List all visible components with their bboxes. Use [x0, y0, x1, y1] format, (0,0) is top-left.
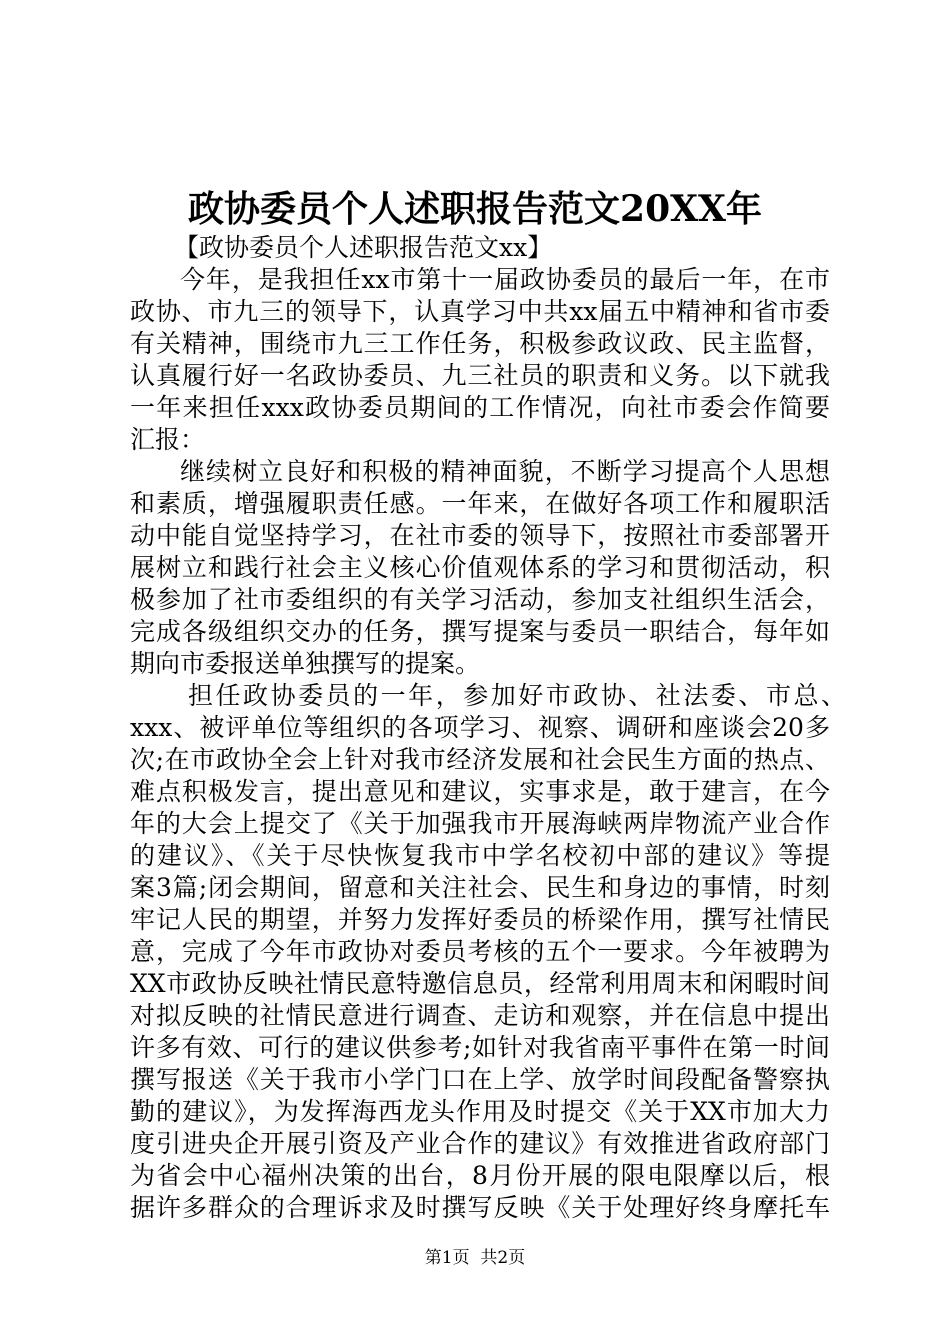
paragraph-line: 许多有效、可行的建议供参考;如针对我省南平事件在第一时间 — [130, 1033, 830, 1062]
paragraph-line: 年的大会上提交了《关于加强我市开展海峡两岸物流产业合作 — [130, 809, 830, 838]
paragraph-line: 继续树立良好和积极的精神面貌，不断学习提高个人思想 — [180, 457, 830, 486]
paragraph-line: 政协、市九三的领导下，认真学习中共xx届五中精神和省市委 — [130, 297, 830, 326]
paragraph-line: 和素质，增强履职责任感。一年来，在做好各项工作和履职活 — [130, 489, 830, 518]
paragraph-line: 案3篇;闭会期间，留意和关注社会、民生和身边的事情，时刻 — [130, 873, 830, 902]
paragraph-line: 担任政协委员的一年，参加好市政协、社法委、市总、 — [188, 681, 846, 710]
page-number-footer: 第1页 共2页 — [424, 1248, 526, 1268]
document-title: 政协委员个人述职报告范文20XX年 — [188, 188, 762, 230]
subtitle-line: 【政协委员个人述职报告范文xx】 — [174, 233, 553, 262]
paragraph-line: 据许多群众的合理诉求及时撰写反映《关于处理好终身摩托车 — [130, 1193, 830, 1222]
paragraph-line: 动中能自觉坚持学习，在社市委的领导下，按照社市委部署开 — [130, 521, 830, 550]
paragraph-line: 意，完成了今年市政协对委员考核的五个一要求。今年被聘为 — [130, 937, 830, 966]
paragraph-line: 勤的建议》，为发挥海西龙头作用及时提交《关于XX市加大力 — [130, 1097, 830, 1126]
paragraph-line: 期向市委报送单独撰写的提案。 — [130, 649, 481, 678]
paragraph-line: 撰写报送《关于我市小学门口在上学、放学时间段配备警察执 — [130, 1065, 830, 1094]
paragraph-line: 难点积极发言，提出意见和建议，实事求是，敢于建言，在今 — [130, 777, 830, 806]
paragraph-line: XX市政协反映社情民意特邀信息员，经常利用周末和闲暇时间 — [130, 969, 830, 998]
paragraph-line: 有关精神，围绕市九三工作任务，积极参政议政、民主监督， — [130, 329, 830, 358]
paragraph-line: 对拟反映的社情民意进行调查、走访和观察，并在信息中提出 — [130, 1001, 830, 1030]
paragraph-line: 牢记人民的期望，并努力发挥好委员的桥梁作用，撰写社情民 — [130, 905, 830, 934]
paragraph-line: xxx、被评单位等组织的各项学习、视察、调研和座谈会20多 — [130, 713, 830, 742]
document-body — [130, 232, 846, 1224]
paragraph-line: 为省会中心福州决策的出台，8月份开展的限电限摩以后，根 — [130, 1161, 830, 1190]
paragraph-line: 今年，是我担任xx市第十一届政协委员的最后一年，在市 — [180, 265, 830, 294]
paragraph-line: 次;在市政协全会上针对我市经济发展和社会民生方面的热点、 — [130, 745, 830, 774]
paragraph-line: 一年来担任xxx政协委员期间的工作情况，向社市委会作简要 — [130, 393, 830, 422]
paragraph-line: 汇报： — [130, 425, 206, 454]
paragraph-line: 度引进央企开展引资及产业合作的建议》有效推进省政府部门 — [130, 1129, 830, 1158]
paragraph-line: 认真履行好一名政协委员、九三社员的职责和义务。以下就我 — [130, 361, 830, 390]
paragraph-line: 的建议》、《关于尽快恢复我市中学名校初中部的建议》等提 — [130, 841, 830, 870]
paragraph-line: 完成各级组织交办的任务，撰写提案与委员一职结合，每年如 — [130, 617, 830, 646]
paragraph-line: 极参加了社市委组织的有关学习活动，参加支社组织生活会， — [130, 585, 830, 614]
paragraph-line: 展树立和践行社会主义核心价值观体系的学习和贯彻活动，积 — [130, 553, 830, 582]
